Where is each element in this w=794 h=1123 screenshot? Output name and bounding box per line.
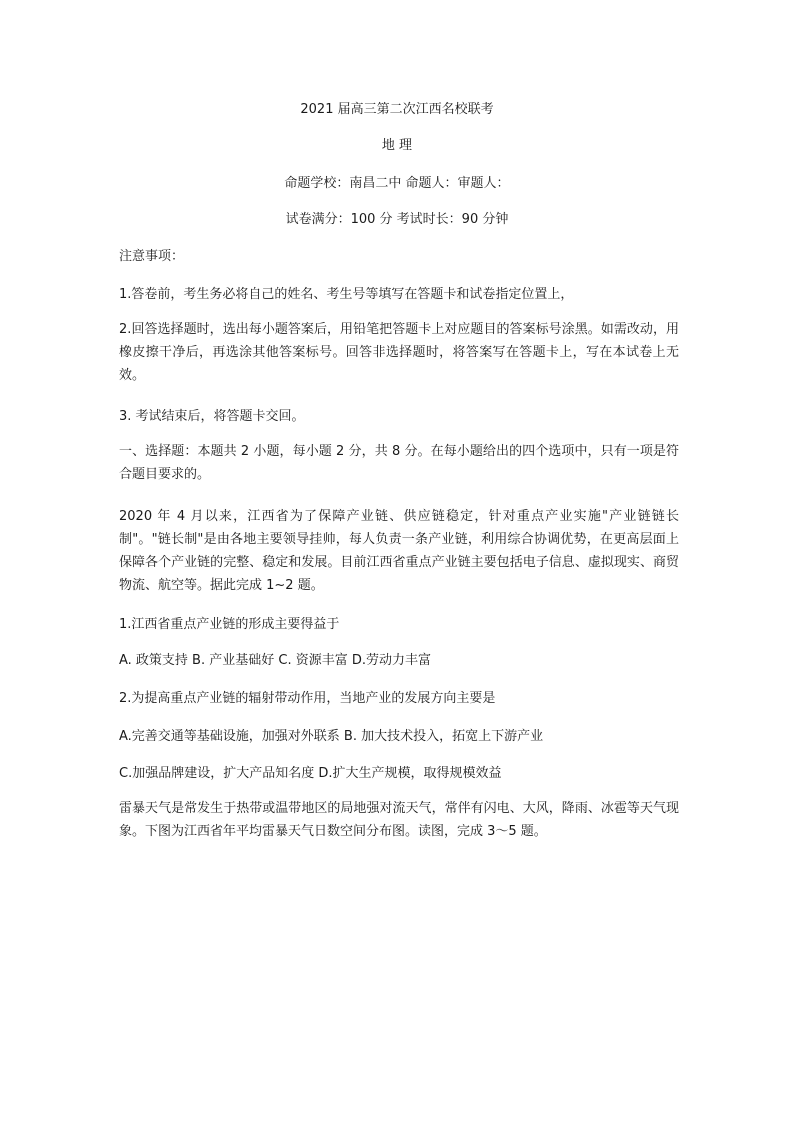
subject-title: 地 理 xyxy=(381,138,413,153)
exam-title: 2021 届高三第二次江西名校联考 xyxy=(300,102,494,117)
note-item-3: 3. 考试结束后，将答题卡交回。 xyxy=(119,409,305,424)
reading-passage: 2020 年 4 月以来，江西省为了保障产业链、供应链稳定，针对重点产业实施"产业链链长制"。"链长制"是由各地主要领导挂帅，每人负责一条产业链，利用综合协调优势，在更高层面上保障各个产业链的完整、稳定和发展。目前江西省重点产业链主要包括电子信息、虚拟现实、商贸物流、航空等。据此完成 1~2 题。 xyxy=(119,509,679,593)
question-2-options-ab: A.完善交通等基础设施，加强对外联系 B. 加大技术投入，拓宽上下游产业 xyxy=(119,729,544,744)
section-instructions: 一、选择题：本题共 2 小题，每小题 2 分，共 8 分。在每小题给出的四个选项中，只有一项是符合题目要求的。 xyxy=(119,444,679,482)
reading-passage-2: 雷暴天气是常发生于热带或温带地区的局地强对流天气，常伴有闪电、大风，降雨、冰雹等天气现象。下图为江西省年平均雷暴天气日数空间分布图。读图，完成 3～5 题。 xyxy=(119,801,679,839)
question-1-options: A. 政策支持 B. 产业基础好 C. 资源丰富 D.劳动力丰富 xyxy=(119,653,431,668)
note-item-2: 2.回答选择题时，选出每小题答案后，用铅笔把答题卡上对应题目的答案标号涂黑。如需改动，用橡皮擦干净后，再选涂其他答案标号。回答非选择题时，将答案写在答题卡上，写在本试卷上无效。 xyxy=(119,322,679,383)
notes-heading: 注意事项： xyxy=(119,249,185,264)
question-1: 1.江西省重点产业链的形成主要得益于 xyxy=(119,617,340,632)
note-item-1: 1.答卷前，考生务必将自己的姓名、考生号等填写在答题卡和试卷指定位置上， xyxy=(119,287,574,302)
authors-line: 命题学校：南昌二中 命题人：审题人： xyxy=(284,176,510,191)
question-2-options-cd: C.加强品牌建设，扩大产品知名度 D.扩大生产规模，取得规模效益 xyxy=(119,766,502,781)
exam-info-line: 试卷满分：100 分 考试时长：90 分钟 xyxy=(285,212,509,227)
question-2: 2.为提高重点产业链的辐射带动作用，当地产业的发展方向主要是 xyxy=(119,691,496,706)
